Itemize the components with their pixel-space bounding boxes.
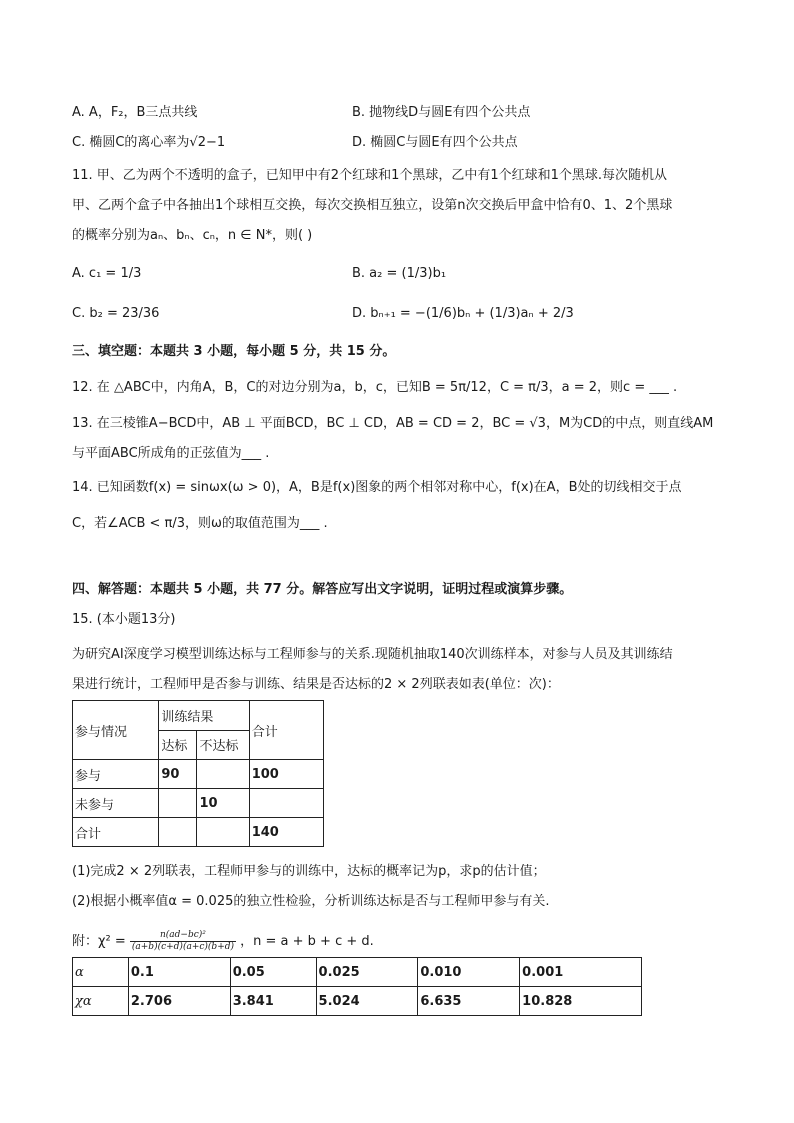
q15-line2: 果进行统计，工程师甲是否参与训练、结果是否达标的2 × 2列联表如表(单位：次)： bbox=[72, 677, 560, 692]
header-total: 合计 bbox=[249, 701, 323, 760]
formula-fraction bbox=[130, 930, 236, 953]
q10-option-c: C. 椭圆C的离心率为√2−1 bbox=[72, 135, 226, 150]
table-row bbox=[73, 760, 324, 789]
q12-text: 12. 在 △ABC中，内角A，B，C的对边分别为a，b，c，已知B = 5π/12，C = π/3，a = 2，则c = ___ . bbox=[72, 380, 678, 395]
formula-numerator: n(ad−bc)² bbox=[130, 930, 236, 942]
formula-suffix: ，n = a + b + c + d. bbox=[240, 934, 374, 949]
table-cell: 0.001 bbox=[520, 958, 642, 987]
q11-option-d: D. bₙ₊₁ = −(1/6)bₙ + (1/3)aₙ + 2/3 bbox=[352, 306, 574, 321]
table-cell: 10 bbox=[197, 789, 249, 818]
table-cell: 6.635 bbox=[418, 987, 520, 1016]
header-result: 训练结果 bbox=[159, 701, 249, 731]
table-cell: 合计 bbox=[73, 818, 159, 847]
contingency-table bbox=[72, 700, 324, 847]
table-cell: 0.1 bbox=[128, 958, 230, 987]
table-cell: 0.025 bbox=[316, 958, 418, 987]
q11-line3: 的概率分别为aₙ、bₙ、cₙ，n ∈ N*，则( ) bbox=[72, 228, 313, 243]
table-cell: 100 bbox=[249, 760, 323, 789]
table-cell bbox=[249, 789, 323, 818]
q10-option-a: A. A，F₂，B三点共线 bbox=[72, 105, 198, 120]
table-cell bbox=[159, 818, 197, 847]
formula-prefix: 附：χ² = bbox=[72, 934, 126, 949]
table-cell: 3.841 bbox=[230, 987, 316, 1016]
q15-part2: (2)根据小概率值α = 0.025的独立性检验，分析训练达标是否与工程师甲参与有关. bbox=[72, 894, 550, 909]
table-cell bbox=[197, 818, 249, 847]
q13-line2: 与平面ABC所成角的正弦值为___ . bbox=[72, 446, 270, 461]
table-cell: 5.024 bbox=[316, 987, 418, 1016]
section4-heading: 四、解答题：本题共 5 小题，共 77 分。解答应写出文字说明，证明过程或演算步骤。 bbox=[72, 582, 573, 597]
critical-value-table bbox=[72, 957, 642, 1016]
table-cell: 140 bbox=[249, 818, 323, 847]
q11-line1: 11. 甲、乙为两个不透明的盒子，已知甲中有2个红球和1个黑球，乙中有1个红球和1个黑球.每次随机从 bbox=[72, 168, 668, 183]
table-row bbox=[73, 818, 324, 847]
q13-line1: 13. 在三棱锥A−BCD中，AB ⊥ 平面BCD，BC ⊥ CD，AB = CD = 2，BC = √3，M为CD的中点，则直线AM bbox=[72, 416, 714, 431]
table-cell: 未参与 bbox=[73, 789, 159, 818]
header-pass: 达标 bbox=[159, 730, 197, 760]
q15-part1: (1)完成2 × 2列联表，工程师甲参与的训练中，达标的概率记为p，求p的估计值； bbox=[72, 864, 546, 879]
table-cell bbox=[197, 760, 249, 789]
table-cell: 10.828 bbox=[520, 987, 642, 1016]
table-row bbox=[73, 958, 642, 987]
q11-option-a: A. c₁ = 1/3 bbox=[72, 266, 142, 281]
table-cell: 90 bbox=[159, 760, 197, 789]
alpha-label: α bbox=[73, 958, 129, 987]
q14-line2: C，若∠ACB < π/3，则ω的取值范围为___ . bbox=[72, 516, 328, 531]
table-cell: 0.05 bbox=[230, 958, 316, 987]
table-cell bbox=[159, 789, 197, 818]
table-row bbox=[73, 987, 642, 1016]
q10-option-d: D. 椭圆C与圆E有四个公共点 bbox=[352, 135, 518, 150]
chi-square-formula bbox=[72, 930, 374, 953]
q10-option-b: B. 抛物线D与圆E有四个公共点 bbox=[352, 105, 531, 120]
header-fail: 不达标 bbox=[197, 730, 249, 760]
q14-line1: 14. 已知函数f(x) = sinωx(ω > 0)，A，B是f(x)图象的两个相邻对称中心，f(x)在A，B处的切线相交于点 bbox=[72, 480, 682, 495]
table-row bbox=[73, 789, 324, 818]
header-situation: 参与情况 bbox=[73, 701, 159, 760]
table-cell: 0.010 bbox=[418, 958, 520, 987]
table-cell: 2.706 bbox=[128, 987, 230, 1016]
formula-denominator: (a+b)(c+d)(a+c)(b+d) bbox=[131, 942, 235, 952]
section3-heading: 三、填空题：本题共 3 小题，每小题 5 分，共 15 分。 bbox=[72, 344, 396, 359]
table-cell: 参与 bbox=[73, 760, 159, 789]
q11-option-c: C. b₂ = 23/36 bbox=[72, 306, 160, 321]
chi-label: χα bbox=[73, 987, 129, 1016]
q11-line2: 甲、乙两个盒子中各抽出1个球相互交换，每次交换相互独立，设第n次交换后甲盒中恰有0、1、2个黑球 bbox=[72, 198, 673, 213]
q11-option-b: B. a₂ = (1/3)b₁ bbox=[352, 266, 447, 281]
q15-line1: 为研究AI深度学习模型训练达标与工程师参与的关系.现随机抽取140次训练样本，对参与人员及其训练结 bbox=[72, 647, 673, 662]
q15-header: 15. (本小题13分) bbox=[72, 612, 176, 627]
